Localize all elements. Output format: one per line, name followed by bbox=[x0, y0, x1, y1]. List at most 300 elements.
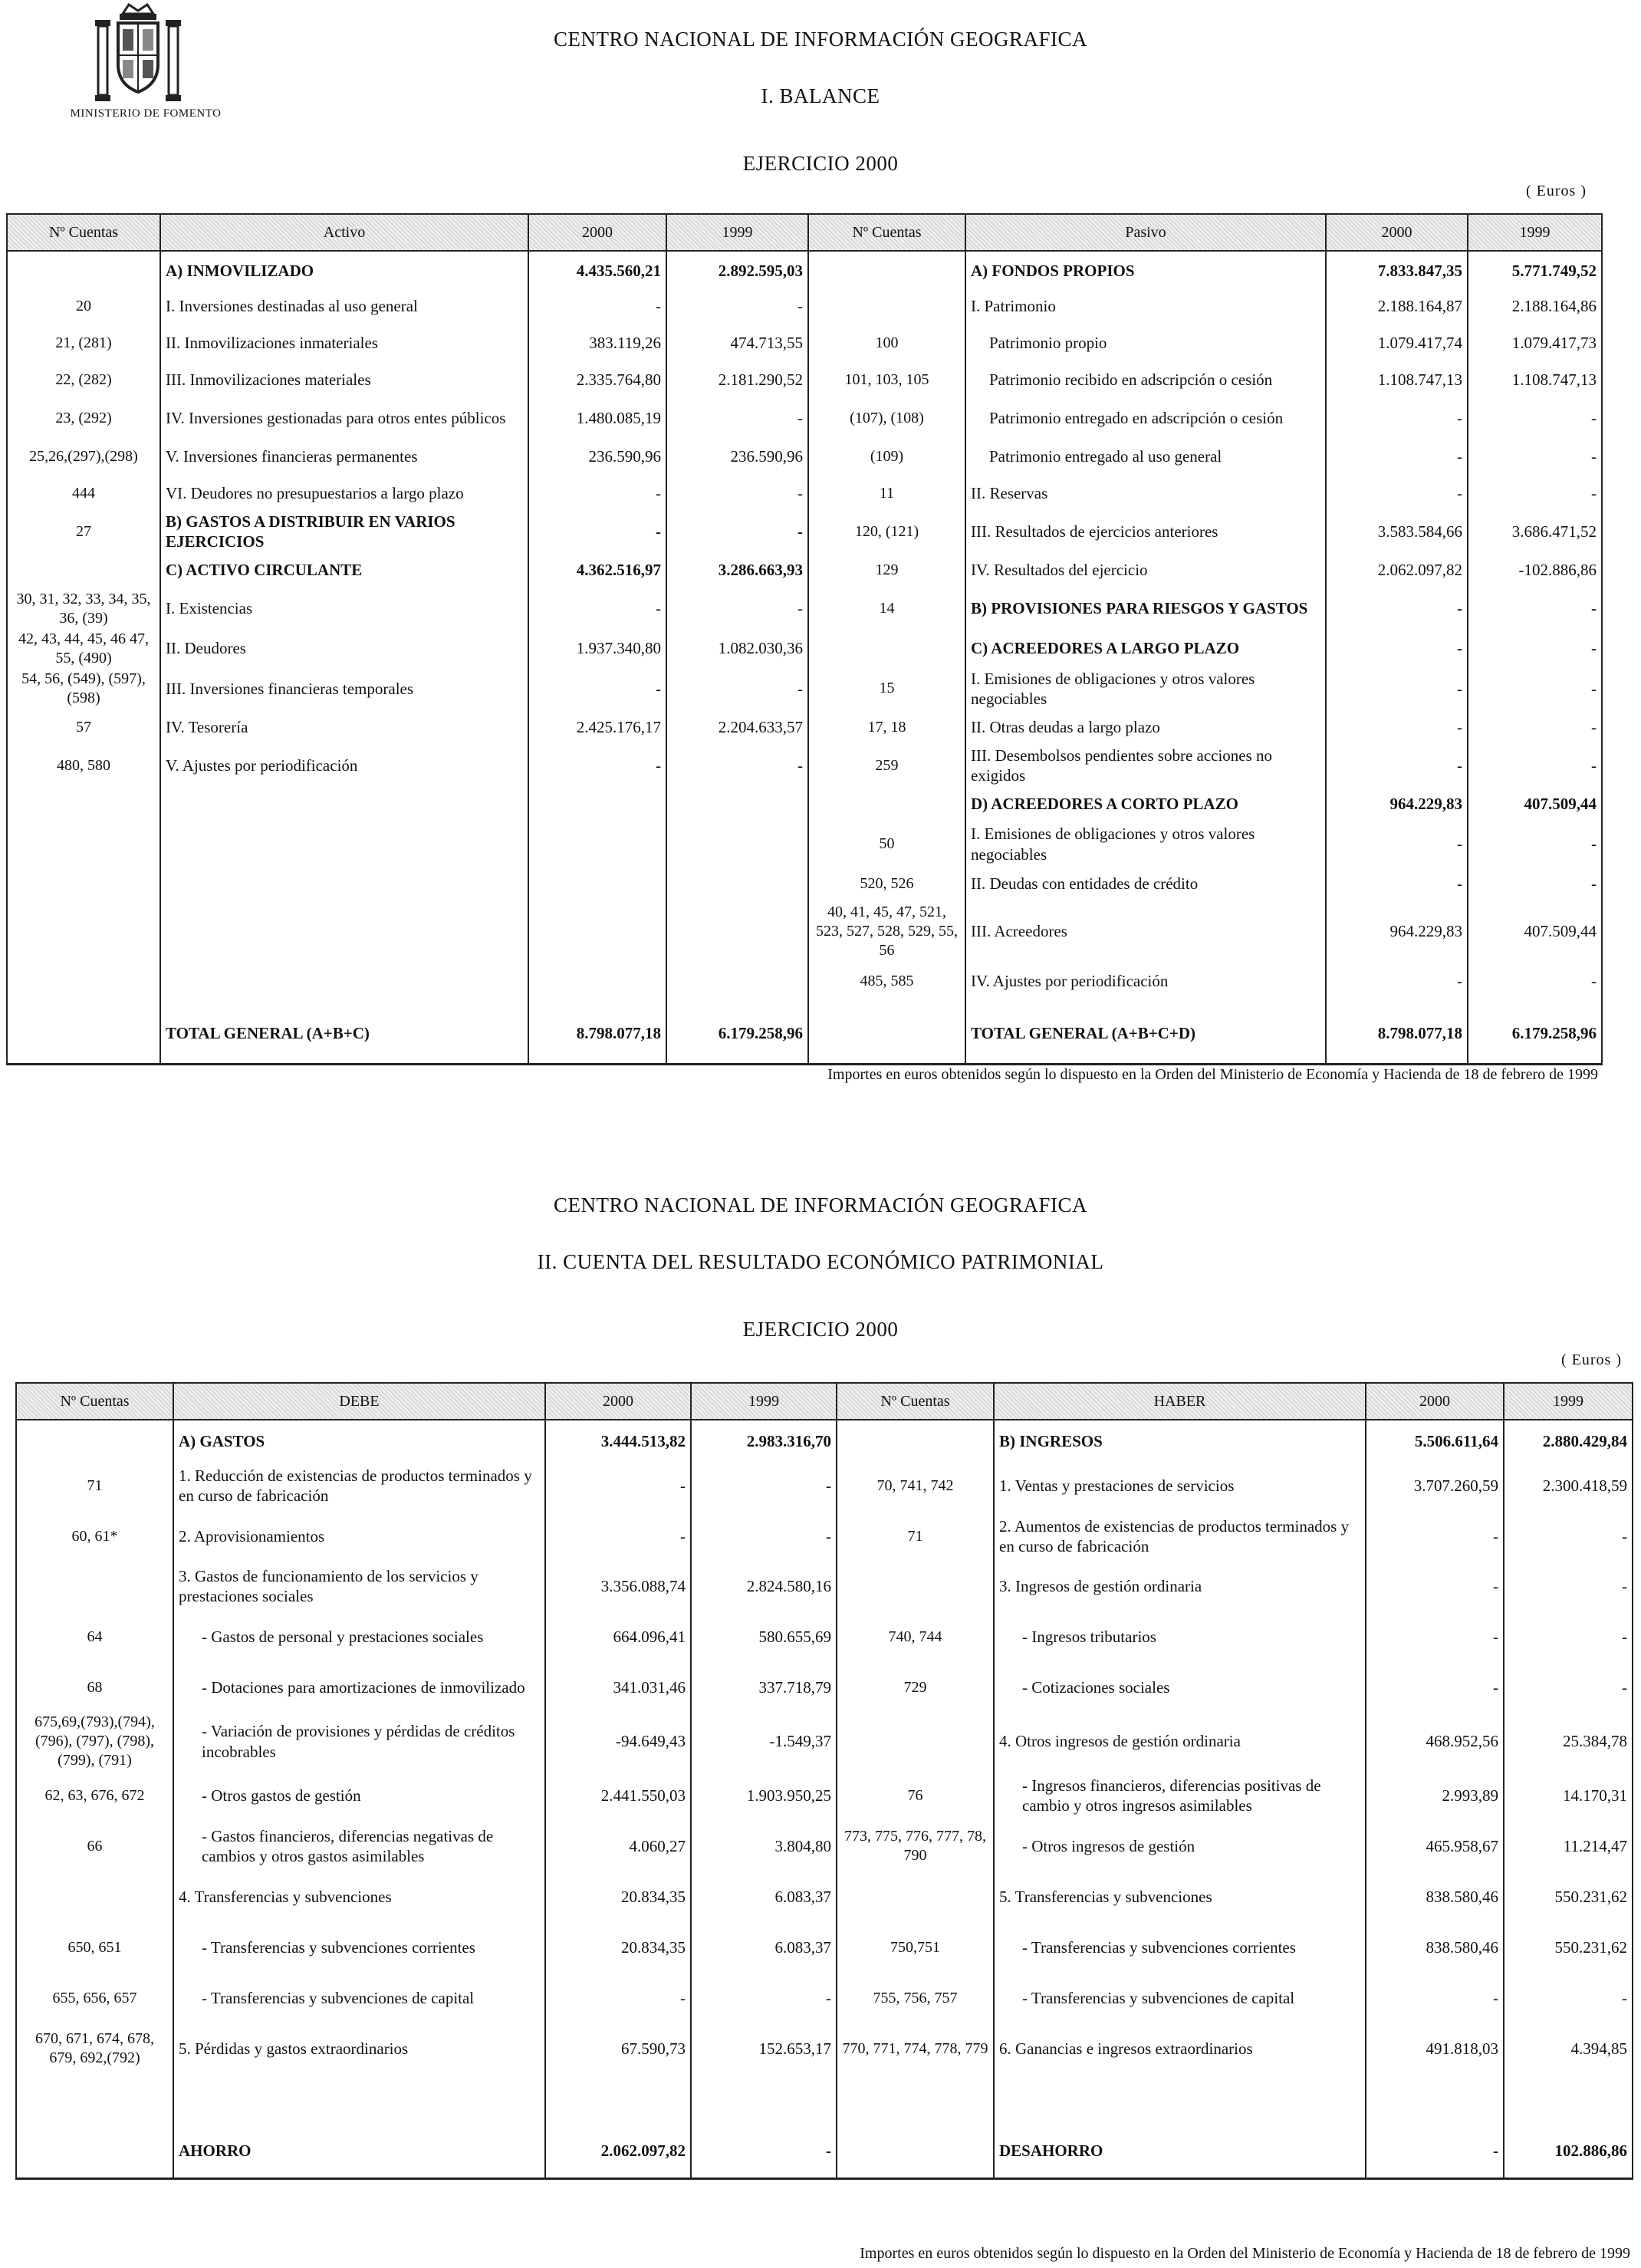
amount-cell: 3.686.471,52 bbox=[1468, 512, 1602, 552]
amount-cell: 383.119,26 bbox=[528, 324, 666, 361]
label-cell: - Cotizaciones sociales bbox=[994, 1662, 1366, 1713]
label-cell: DESAHORRO bbox=[994, 2125, 1366, 2178]
table-row bbox=[7, 709, 1602, 746]
amount-cell: - bbox=[1468, 823, 1602, 866]
amount-cell: - bbox=[1326, 629, 1468, 669]
label-cell: - Transferencias y subvenciones de capital bbox=[173, 1973, 545, 2023]
amount-cell: 2.425.176,17 bbox=[528, 709, 666, 746]
amount-cell: 1.937.340,80 bbox=[528, 629, 666, 669]
amount-cell: 2.993,89 bbox=[1366, 1770, 1504, 1821]
amount-cell: 2.204.633,57 bbox=[666, 709, 808, 746]
label-cell: II. Deudores bbox=[160, 629, 528, 669]
column-header: Nº Cuentas bbox=[16, 1383, 173, 1420]
account-cell: 15 bbox=[808, 669, 965, 709]
amount-cell: 3.804,80 bbox=[691, 1821, 837, 1871]
amount-cell: - bbox=[1504, 1973, 1633, 2023]
account-cell: 675,69,(793),(794), (796), (797), (798), (799), (791) bbox=[16, 1713, 173, 1770]
amount-cell: - bbox=[691, 1460, 837, 1512]
table-row bbox=[7, 786, 1602, 823]
balance-header-row bbox=[7, 214, 1602, 251]
account-cell bbox=[7, 823, 160, 866]
amount-cell: 3.583.584,66 bbox=[1326, 512, 1468, 552]
account-cell: 480, 580 bbox=[7, 746, 160, 786]
amount-cell: 3.707.260,59 bbox=[1366, 1460, 1504, 1512]
amount-cell: 1.079.417,74 bbox=[1326, 324, 1468, 361]
label-cell: III. Resultados de ejercicios anteriores bbox=[965, 512, 1326, 552]
amount-cell: 1.108.747,13 bbox=[1468, 361, 1602, 398]
account-cell bbox=[837, 2125, 994, 2178]
amount-cell bbox=[666, 786, 808, 823]
label-cell: 6. Ganancias e ingresos extraordinarios bbox=[994, 2023, 1366, 2074]
amount-cell: 1.480.085,19 bbox=[528, 398, 666, 438]
amount-cell: 407.509,44 bbox=[1468, 903, 1602, 960]
account-cell bbox=[7, 786, 160, 823]
account-cell bbox=[837, 2074, 994, 2125]
amount-cell: 2.335.764,80 bbox=[528, 361, 666, 398]
account-cell bbox=[16, 2074, 173, 2125]
account-cell: 40, 41, 45, 47, 521, 523, 527, 528, 529, 55, 56 bbox=[808, 903, 965, 960]
account-cell: 20 bbox=[7, 288, 160, 324]
amount-cell: -102.886,86 bbox=[1468, 552, 1602, 589]
account-cell: 11 bbox=[808, 475, 965, 512]
label-cell: A) INMOVILIZADO bbox=[160, 251, 528, 288]
amount-cell: - bbox=[1468, 960, 1602, 1003]
account-cell: 70, 741, 742 bbox=[837, 1460, 994, 1512]
account-cell: 27 bbox=[7, 512, 160, 552]
amount-cell: - bbox=[1326, 589, 1468, 629]
amount-cell: - bbox=[528, 288, 666, 324]
label-cell: I. Existencias bbox=[160, 589, 528, 629]
account-cell: 71 bbox=[837, 1512, 994, 1561]
amount-cell: 2.062.097,82 bbox=[1326, 552, 1468, 589]
amount-cell: 341.031,46 bbox=[545, 1662, 691, 1713]
amount-cell: -94.649,43 bbox=[545, 1713, 691, 1770]
amount-cell: 2.300.418,59 bbox=[1504, 1460, 1633, 1512]
label-cell bbox=[160, 903, 528, 960]
amount-cell: 1.082.030,36 bbox=[666, 629, 808, 669]
account-cell bbox=[837, 1420, 994, 1460]
label-cell: II. Reservas bbox=[965, 475, 1326, 512]
amount-cell: 236.590,96 bbox=[666, 438, 808, 475]
result-exercise: EJERCICIO 2000 bbox=[742, 1318, 899, 1341]
amount-cell: - bbox=[1326, 960, 1468, 1003]
amount-cell: 6.179.258,96 bbox=[666, 1003, 808, 1065]
amount-cell: - bbox=[1326, 866, 1468, 903]
label-cell: B) PROVISIONES PARA RIESGOS Y GASTOS bbox=[965, 589, 1326, 629]
account-cell: 68 bbox=[16, 1662, 173, 1713]
amount-cell bbox=[545, 2074, 691, 2125]
label-cell: 1. Ventas y prestaciones de servicios bbox=[994, 1460, 1366, 1512]
account-cell: 755, 756, 757 bbox=[837, 1973, 994, 2023]
amount-cell: - bbox=[666, 398, 808, 438]
amount-cell: - bbox=[691, 2125, 837, 2178]
label-cell bbox=[160, 960, 528, 1003]
balance-units: ( Euros ) bbox=[1526, 183, 1587, 199]
amount-cell: 2.062.097,82 bbox=[545, 2125, 691, 2178]
column-header: 1999 bbox=[691, 1383, 837, 1420]
amount-cell: - bbox=[1468, 709, 1602, 746]
account-cell bbox=[7, 1003, 160, 1065]
table-row bbox=[16, 1922, 1633, 1973]
amount-cell: 550.231,62 bbox=[1504, 1871, 1633, 1922]
account-cell bbox=[808, 288, 965, 324]
account-cell bbox=[16, 1871, 173, 1922]
account-cell: 66 bbox=[16, 1821, 173, 1871]
account-cell: 650, 651 bbox=[16, 1922, 173, 1973]
amount-cell: 1.079.417,73 bbox=[1468, 324, 1602, 361]
column-header: 1999 bbox=[1468, 214, 1602, 251]
amount-cell bbox=[528, 960, 666, 1003]
amount-cell: - bbox=[691, 1512, 837, 1561]
amount-cell bbox=[528, 823, 666, 866]
balance-table bbox=[6, 213, 1603, 1065]
amount-cell: 4.362.516,97 bbox=[528, 552, 666, 589]
label-cell bbox=[160, 866, 528, 903]
amount-cell: 3.444.513,82 bbox=[545, 1420, 691, 1460]
account-cell: 21, (281) bbox=[7, 324, 160, 361]
account-cell: 740, 744 bbox=[837, 1611, 994, 1662]
amount-cell: - bbox=[691, 1973, 837, 2023]
label-cell: Patrimonio propio bbox=[965, 324, 1326, 361]
account-cell: 485, 585 bbox=[808, 960, 965, 1003]
balance-footnote: Importes en euros obtenidos según lo dispuesto en la Orden del Ministerio de Economía y Hacienda de 18 de febrero de 1999 bbox=[827, 1066, 1598, 1083]
label-cell: 5. Pérdidas y gastos extraordinarios bbox=[173, 2023, 545, 2074]
amount-cell: 6.179.258,96 bbox=[1468, 1003, 1602, 1065]
amount-cell: 2.188.164,87 bbox=[1326, 288, 1468, 324]
table-row bbox=[7, 589, 1602, 629]
amount-cell: - bbox=[1504, 1611, 1633, 1662]
table-row bbox=[16, 1973, 1633, 2023]
account-cell: 129 bbox=[808, 552, 965, 589]
amount-cell: - bbox=[528, 669, 666, 709]
column-header: 2000 bbox=[1326, 214, 1468, 251]
label-cell: - Ingresos tributarios bbox=[994, 1611, 1366, 1662]
table-row bbox=[16, 1662, 1633, 1713]
label-cell: III. Inmovilizaciones materiales bbox=[160, 361, 528, 398]
amount-cell: 468.952,56 bbox=[1366, 1713, 1504, 1770]
label-cell: III. Inversiones financieras temporales bbox=[160, 669, 528, 709]
label-cell: A) GASTOS bbox=[173, 1420, 545, 1460]
account-cell bbox=[808, 1003, 965, 1065]
label-cell: - Transferencias y subvenciones corrientes bbox=[994, 1922, 1366, 1973]
label-cell: III. Acreedores bbox=[965, 903, 1326, 960]
amount-cell: 664.096,41 bbox=[545, 1611, 691, 1662]
table-row bbox=[16, 1821, 1633, 1871]
amount-cell: 964.229,83 bbox=[1326, 903, 1468, 960]
column-header: 1999 bbox=[666, 214, 808, 251]
label-cell: - Otros gastos de gestión bbox=[173, 1770, 545, 1821]
label-cell: TOTAL GENERAL (A+B+C) bbox=[160, 1003, 528, 1065]
amount-cell: 4.394,85 bbox=[1504, 2023, 1633, 2074]
table-row bbox=[7, 960, 1602, 1003]
amount-cell: - bbox=[1326, 669, 1468, 709]
amount-cell: 6.083,37 bbox=[691, 1922, 837, 1973]
amount-cell: 102.886,86 bbox=[1504, 2125, 1633, 2178]
table-row bbox=[7, 746, 1602, 786]
amount-cell: 337.718,79 bbox=[691, 1662, 837, 1713]
amount-cell: 5.771.749,52 bbox=[1468, 251, 1602, 288]
account-cell: 76 bbox=[837, 1770, 994, 1821]
account-cell: 17, 18 bbox=[808, 709, 965, 746]
amount-cell: 3.286.663,93 bbox=[666, 552, 808, 589]
account-cell bbox=[7, 866, 160, 903]
label-cell: IV. Ajustes por periodificación bbox=[965, 960, 1326, 1003]
table-row bbox=[16, 2074, 1633, 2125]
account-cell: 655, 656, 657 bbox=[16, 1973, 173, 2023]
amount-cell: - bbox=[666, 512, 808, 552]
label-cell: II. Otras deudas a largo plazo bbox=[965, 709, 1326, 746]
column-header: 2000 bbox=[528, 214, 666, 251]
amount-cell: - bbox=[1504, 1561, 1633, 1611]
amount-cell: 7.833.847,35 bbox=[1326, 251, 1468, 288]
table-row bbox=[7, 251, 1602, 288]
column-header: 2000 bbox=[545, 1383, 691, 1420]
amount-cell: -1.549,37 bbox=[691, 1713, 837, 1770]
amount-cell: 4.060,27 bbox=[545, 1821, 691, 1871]
label-cell: 1. Reducción de existencias de productos terminados y en curso de fabricación bbox=[173, 1460, 545, 1512]
table-row bbox=[7, 512, 1602, 552]
amount-cell: 838.580,46 bbox=[1366, 1922, 1504, 1973]
amount-cell: - bbox=[1366, 1561, 1504, 1611]
account-cell bbox=[837, 1561, 994, 1611]
account-cell: 520, 526 bbox=[808, 866, 965, 903]
label-cell: 4. Transferencias y subvenciones bbox=[173, 1871, 545, 1922]
account-cell bbox=[808, 786, 965, 823]
account-cell bbox=[16, 1561, 173, 1611]
account-cell bbox=[837, 1871, 994, 1922]
amount-cell: 6.083,37 bbox=[691, 1871, 837, 1922]
table-row bbox=[7, 475, 1602, 512]
label-cell: - Variación de provisiones y pérdidas de créditos incobrables bbox=[173, 1713, 545, 1770]
account-cell bbox=[837, 1713, 994, 1770]
amount-cell: 2.824.580,16 bbox=[691, 1561, 837, 1611]
account-cell bbox=[7, 960, 160, 1003]
amount-cell: 20.834,35 bbox=[545, 1922, 691, 1973]
balance-title: I. BALANCE bbox=[761, 84, 880, 107]
account-cell: 750,751 bbox=[837, 1922, 994, 1973]
amount-cell: 67.590,73 bbox=[545, 2023, 691, 2074]
amount-cell: - bbox=[1326, 438, 1468, 475]
amount-cell bbox=[528, 786, 666, 823]
table-row bbox=[7, 361, 1602, 398]
amount-cell: 20.834,35 bbox=[545, 1871, 691, 1922]
account-cell: 30, 31, 32, 33, 34, 35, 36, (39) bbox=[7, 589, 160, 629]
amount-cell: 11.214,47 bbox=[1504, 1821, 1633, 1871]
account-cell: 60, 61* bbox=[16, 1512, 173, 1561]
account-cell bbox=[16, 2125, 173, 2178]
label-cell: TOTAL GENERAL (A+B+C+D) bbox=[965, 1003, 1326, 1065]
account-cell bbox=[7, 552, 160, 589]
result-footnote: Importes en euros obtenidos según lo dispuesto en la Orden del Ministerio de Economía y Hacienda de 18 de febrero de 1999 bbox=[860, 2245, 1630, 2262]
amount-cell: - bbox=[1366, 1662, 1504, 1713]
label-cell: C) ACTIVO CIRCULANTE bbox=[160, 552, 528, 589]
table-row bbox=[7, 669, 1602, 709]
label-cell: I. Emisiones de obligaciones y otros valores negociables bbox=[965, 669, 1326, 709]
table-row bbox=[7, 1003, 1602, 1065]
balance-org-title: CENTRO NACIONAL DE INFORMACIÓN GEOGRAFICA bbox=[553, 28, 1087, 51]
amount-cell: - bbox=[666, 288, 808, 324]
table-row bbox=[16, 1871, 1633, 1922]
amount-cell: 8.798.077,18 bbox=[528, 1003, 666, 1065]
amount-cell: - bbox=[1468, 669, 1602, 709]
amount-cell: - bbox=[1326, 709, 1468, 746]
amount-cell: - bbox=[1326, 746, 1468, 786]
amount-cell bbox=[1366, 2074, 1504, 2125]
account-cell: 101, 103, 105 bbox=[808, 361, 965, 398]
amount-cell: 2.181.290,52 bbox=[666, 361, 808, 398]
label-cell: Patrimonio entregado en adscripción o cesión bbox=[965, 398, 1326, 438]
account-cell bbox=[16, 1420, 173, 1460]
amount-cell: - bbox=[1468, 629, 1602, 669]
label-cell: AHORRO bbox=[173, 2125, 545, 2178]
label-cell: IV. Resultados del ejercicio bbox=[965, 552, 1326, 589]
label-cell: II. Deudas con entidades de crédito bbox=[965, 866, 1326, 903]
amount-cell: 491.818,03 bbox=[1366, 2023, 1504, 2074]
amount-cell: 3.356.088,74 bbox=[545, 1561, 691, 1611]
column-header: Nº Cuentas bbox=[7, 214, 160, 251]
amount-cell: - bbox=[1468, 438, 1602, 475]
table-row bbox=[16, 1561, 1633, 1611]
label-cell: - Transferencias y subvenciones de capital bbox=[994, 1973, 1366, 2023]
account-cell: 729 bbox=[837, 1662, 994, 1713]
amount-cell: - bbox=[1468, 589, 1602, 629]
label-cell: III. Desembolsos pendientes sobre acciones no exigidos bbox=[965, 746, 1326, 786]
column-header: Nº Cuentas bbox=[808, 214, 965, 251]
amount-cell bbox=[666, 823, 808, 866]
label-cell: VI. Deudores no presupuestarios a largo plazo bbox=[160, 475, 528, 512]
label-cell: - Transferencias y subvenciones corrientes bbox=[173, 1922, 545, 1973]
label-cell: V. Ajustes por periodificación bbox=[160, 746, 528, 786]
account-cell: 57 bbox=[7, 709, 160, 746]
amount-cell: 2.880.429,84 bbox=[1504, 1420, 1633, 1460]
label-cell: I. Emisiones de obligaciones y otros valores negociables bbox=[965, 823, 1326, 866]
label-cell: 3. Ingresos de gestión ordinaria bbox=[994, 1561, 1366, 1611]
table-row bbox=[7, 903, 1602, 960]
amount-cell bbox=[1504, 2074, 1633, 2125]
label-cell: - Ingresos financieros, diferencias positivas de cambio y otros ingresos asimilables bbox=[994, 1770, 1366, 1821]
amount-cell: - bbox=[666, 669, 808, 709]
table-row bbox=[16, 1770, 1633, 1821]
column-header: Activo bbox=[160, 214, 528, 251]
amount-cell: 407.509,44 bbox=[1468, 786, 1602, 823]
table-row bbox=[7, 324, 1602, 361]
column-header: Nº Cuentas bbox=[837, 1383, 994, 1420]
table-row bbox=[16, 1611, 1633, 1662]
table-row bbox=[7, 866, 1602, 903]
account-cell: 42, 43, 44, 45, 46 47, 55, (490) bbox=[7, 629, 160, 669]
account-cell: 120, (121) bbox=[808, 512, 965, 552]
table-row bbox=[16, 1420, 1633, 1460]
amount-cell: 236.590,96 bbox=[528, 438, 666, 475]
account-cell: 14 bbox=[808, 589, 965, 629]
column-header: 1999 bbox=[1504, 1383, 1633, 1420]
result-header-row bbox=[16, 1383, 1633, 1420]
amount-cell bbox=[666, 903, 808, 960]
label-cell: - Gastos financieros, diferencias negativas de cambios y otros gastos asimilables bbox=[173, 1821, 545, 1871]
label-cell: 2. Aprovisionamientos bbox=[173, 1512, 545, 1561]
account-cell: 444 bbox=[7, 475, 160, 512]
amount-cell: 14.170,31 bbox=[1504, 1770, 1633, 1821]
amount-cell: - bbox=[1326, 823, 1468, 866]
amount-cell: 4.435.560,21 bbox=[528, 251, 666, 288]
account-cell: 670, 671, 674, 678, 679, 692,(792) bbox=[16, 2023, 173, 2074]
amount-cell: - bbox=[528, 746, 666, 786]
label-cell bbox=[994, 2074, 1366, 2125]
amount-cell: - bbox=[528, 475, 666, 512]
column-header: Pasivo bbox=[965, 214, 1326, 251]
label-cell: Patrimonio recibido en adscripción o cesión bbox=[965, 361, 1326, 398]
result-units: ( Euros ) bbox=[1561, 1351, 1622, 1368]
label-cell: - Otros ingresos de gestión bbox=[994, 1821, 1366, 1871]
amount-cell: - bbox=[1326, 398, 1468, 438]
amount-cell: - bbox=[545, 1512, 691, 1561]
label-cell: 4. Otros ingresos de gestión ordinaria bbox=[994, 1713, 1366, 1770]
amount-cell: 5.506.611,64 bbox=[1366, 1420, 1504, 1460]
account-cell: 22, (282) bbox=[7, 361, 160, 398]
label-cell: C) ACREEDORES A LARGO PLAZO bbox=[965, 629, 1326, 669]
account-cell: 773, 775, 776, 777, 78, 790 bbox=[837, 1821, 994, 1871]
amount-cell: 964.229,83 bbox=[1326, 786, 1468, 823]
table-row bbox=[7, 438, 1602, 475]
amount-cell: 1.903.950,25 bbox=[691, 1770, 837, 1821]
amount-cell: 2.441.550,03 bbox=[545, 1770, 691, 1821]
amount-cell: 580.655,69 bbox=[691, 1611, 837, 1662]
amount-cell: 8.798.077,18 bbox=[1326, 1003, 1468, 1065]
amount-cell: - bbox=[1468, 746, 1602, 786]
amount-cell: 465.958,67 bbox=[1366, 1821, 1504, 1871]
label-cell: 2. Aumentos de existencias de productos terminados y en curso de fabricación bbox=[994, 1512, 1366, 1561]
account-cell: (107), (108) bbox=[808, 398, 965, 438]
amount-cell: - bbox=[528, 512, 666, 552]
label-cell: A) FONDOS PROPIOS bbox=[965, 251, 1326, 288]
account-cell bbox=[7, 903, 160, 960]
table-row bbox=[7, 629, 1602, 669]
label-cell bbox=[173, 2074, 545, 2125]
amount-cell: 152.653,17 bbox=[691, 2023, 837, 2074]
amount-cell bbox=[666, 866, 808, 903]
amount-cell: - bbox=[1468, 398, 1602, 438]
label-cell: IV. Tesorería bbox=[160, 709, 528, 746]
amount-cell: - bbox=[1366, 2125, 1504, 2178]
table-row bbox=[16, 1713, 1633, 1770]
label-cell: I. Patrimonio bbox=[965, 288, 1326, 324]
balance-exercise: EJERCICIO 2000 bbox=[742, 152, 899, 175]
account-cell: 23, (292) bbox=[7, 398, 160, 438]
label-cell: IV. Inversiones gestionadas para otros entes públicos bbox=[160, 398, 528, 438]
amount-cell: 25.384,78 bbox=[1504, 1713, 1633, 1770]
account-cell: 54, 56, (549), (597), (598) bbox=[7, 669, 160, 709]
account-cell: 62, 63, 676, 672 bbox=[16, 1770, 173, 1821]
table-row bbox=[7, 552, 1602, 589]
label-cell: - Gastos de personal y prestaciones sociales bbox=[173, 1611, 545, 1662]
column-header: 2000 bbox=[1366, 1383, 1504, 1420]
amount-cell: 474.713,55 bbox=[666, 324, 808, 361]
column-header: HABER bbox=[994, 1383, 1366, 1420]
table-row bbox=[7, 823, 1602, 866]
account-cell: 71 bbox=[16, 1460, 173, 1512]
amount-cell bbox=[691, 2074, 837, 2125]
account-cell bbox=[7, 251, 160, 288]
amount-cell: - bbox=[1504, 1662, 1633, 1713]
amount-cell bbox=[528, 866, 666, 903]
account-cell bbox=[808, 629, 965, 669]
label-cell: B) GASTOS A DISTRIBUIR EN VARIOS EJERCICIOS bbox=[160, 512, 528, 552]
account-cell: (109) bbox=[808, 438, 965, 475]
amount-cell: 2.983.316,70 bbox=[691, 1420, 837, 1460]
table-row bbox=[7, 398, 1602, 438]
amount-cell: - bbox=[1366, 1512, 1504, 1561]
account-cell bbox=[808, 251, 965, 288]
